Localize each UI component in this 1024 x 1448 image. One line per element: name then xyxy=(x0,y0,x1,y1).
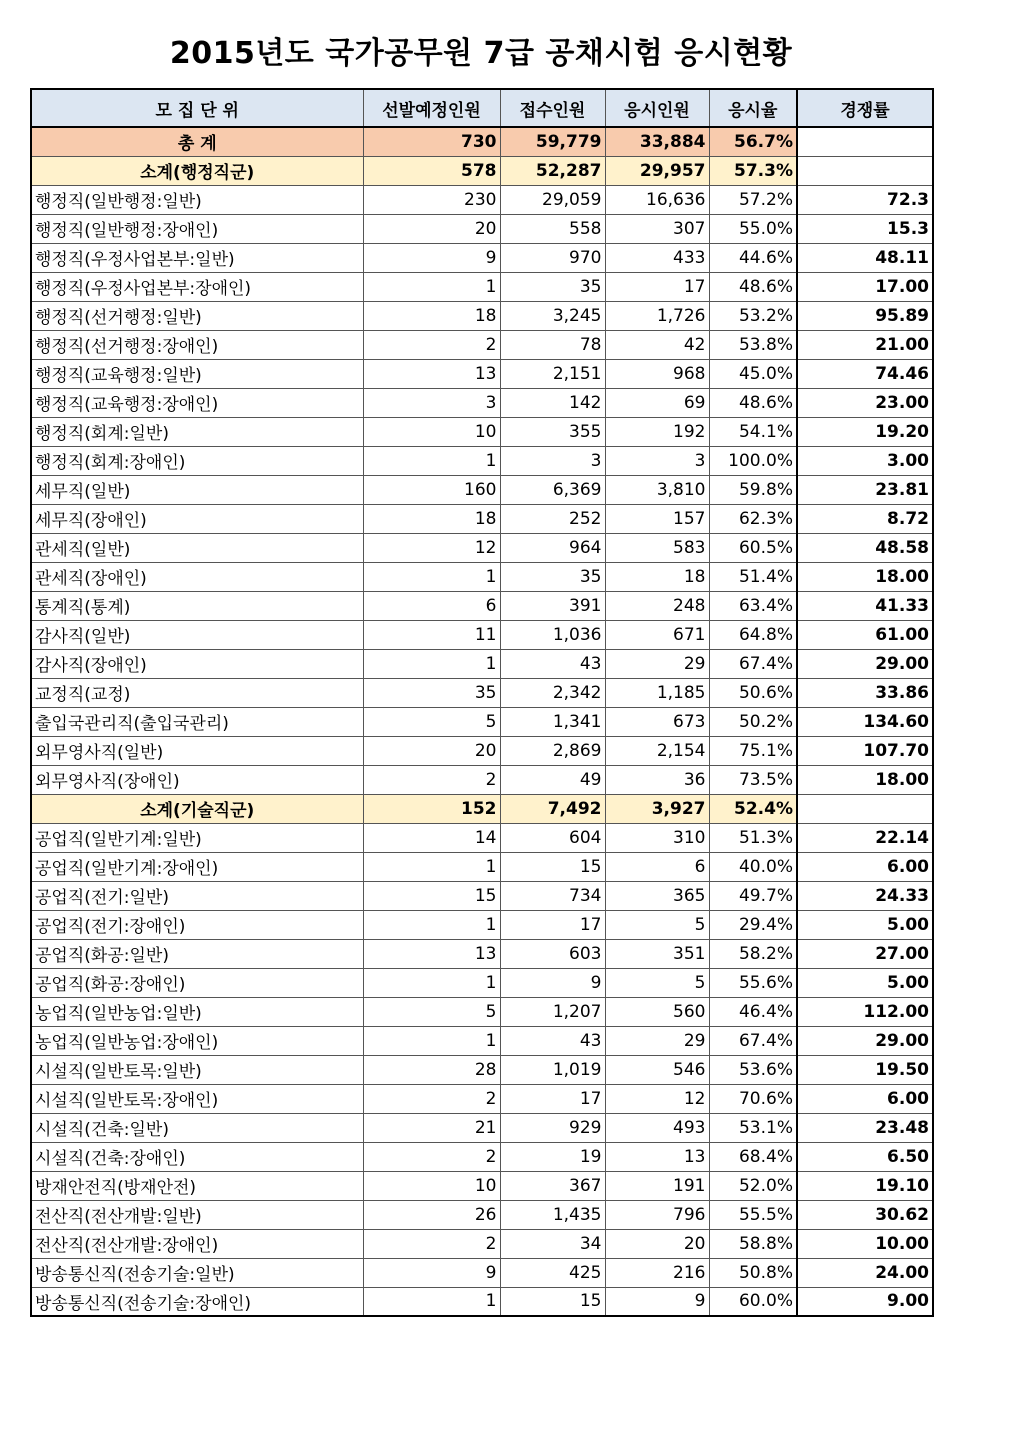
cell-applied: 3,245 xyxy=(500,301,605,330)
cell-applied: 34 xyxy=(500,1229,605,1258)
cell-quota: 2 xyxy=(363,1142,500,1171)
cell-applied: 49 xyxy=(500,765,605,794)
cell-rate: 67.4% xyxy=(709,649,797,678)
cell-quota: 1 xyxy=(363,910,500,939)
cell-quota: 1 xyxy=(363,968,500,997)
cell-competition: 27.00 xyxy=(797,939,933,968)
cell-competition: 19.50 xyxy=(797,1055,933,1084)
cell-attended: 12 xyxy=(605,1084,709,1113)
cell-unit: 농업직(일반농업:장애인) xyxy=(31,1026,363,1055)
cell-attended: 3,810 xyxy=(605,475,709,504)
cell-quota: 3 xyxy=(363,388,500,417)
cell-applied: 43 xyxy=(500,649,605,678)
header-quota: 선발예정인원 xyxy=(363,89,500,127)
cell-rate: 52.4% xyxy=(709,794,797,823)
cell-competition: 6.00 xyxy=(797,1084,933,1113)
cell-competition: 3.00 xyxy=(797,446,933,475)
cell-applied: 6,369 xyxy=(500,475,605,504)
cell-competition: 23.81 xyxy=(797,475,933,504)
cell-rate: 70.6% xyxy=(709,1084,797,1113)
header-competition: 경쟁률 xyxy=(797,89,933,127)
cell-attended: 9 xyxy=(605,1287,709,1316)
cell-unit: 통계직(통계) xyxy=(31,591,363,620)
cell-competition: 61.00 xyxy=(797,620,933,649)
cell-rate: 50.2% xyxy=(709,707,797,736)
cell-attended: 307 xyxy=(605,214,709,243)
cell-applied: 17 xyxy=(500,1084,605,1113)
cell-competition: 8.72 xyxy=(797,504,933,533)
cell-competition: 6.50 xyxy=(797,1142,933,1171)
cell-rate: 44.6% xyxy=(709,243,797,272)
cell-competition: 10.00 xyxy=(797,1229,933,1258)
cell-quota: 1 xyxy=(363,852,500,881)
cell-unit: 외무영사직(일반) xyxy=(31,736,363,765)
cell-rate: 45.0% xyxy=(709,359,797,388)
cell-applied: 367 xyxy=(500,1171,605,1200)
cell-competition: 95.89 xyxy=(797,301,933,330)
cell-applied: 52,287 xyxy=(500,156,605,185)
cell-quota: 578 xyxy=(363,156,500,185)
cell-applied: 9 xyxy=(500,968,605,997)
table-row xyxy=(31,736,933,765)
table-row xyxy=(31,533,933,562)
cell-competition: 72.3 xyxy=(797,185,933,214)
cell-attended: 16,636 xyxy=(605,185,709,214)
cell-attended: 192 xyxy=(605,417,709,446)
cell-rate: 68.4% xyxy=(709,1142,797,1171)
cell-unit: 공업직(전기:일반) xyxy=(31,881,363,910)
cell-unit: 외무영사직(장애인) xyxy=(31,765,363,794)
cell-rate: 67.4% xyxy=(709,1026,797,1055)
cell-rate: 60.0% xyxy=(709,1287,797,1316)
cell-unit: 농업직(일반농업:일반) xyxy=(31,997,363,1026)
cell-competition: 19.20 xyxy=(797,417,933,446)
table-row xyxy=(31,649,933,678)
table-row xyxy=(31,591,933,620)
table-row xyxy=(31,852,933,881)
cell-quota: 1 xyxy=(363,272,500,301)
cell-attended: 671 xyxy=(605,620,709,649)
cell-attended: 433 xyxy=(605,243,709,272)
cell-quota: 5 xyxy=(363,997,500,1026)
cell-unit: 전산직(전산개발:장애인) xyxy=(31,1229,363,1258)
cell-unit: 시설직(건축:일반) xyxy=(31,1113,363,1142)
cell-unit: 행정직(우정사업본부:일반) xyxy=(31,243,363,272)
cell-rate: 55.5% xyxy=(709,1200,797,1229)
cell-quota: 35 xyxy=(363,678,500,707)
cell-quota: 21 xyxy=(363,1113,500,1142)
table-row xyxy=(31,939,933,968)
table-row xyxy=(31,388,933,417)
cell-quota: 1 xyxy=(363,1287,500,1316)
cell-competition: 24.00 xyxy=(797,1258,933,1287)
cell-attended: 546 xyxy=(605,1055,709,1084)
cell-competition: 9.00 xyxy=(797,1287,933,1316)
cell-applied: 1,341 xyxy=(500,707,605,736)
cell-unit: 행정직(교육행정:일반) xyxy=(31,359,363,388)
cell-attended: 29 xyxy=(605,1026,709,1055)
cell-quota: 1 xyxy=(363,562,500,591)
cell-unit: 행정직(선거행정:장애인) xyxy=(31,330,363,359)
cell-applied: 78 xyxy=(500,330,605,359)
cell-quota: 2 xyxy=(363,330,500,359)
header-applied: 접수인원 xyxy=(500,89,605,127)
header-rate: 응시율 xyxy=(709,89,797,127)
cell-unit: 방재안전직(방재안전) xyxy=(31,1171,363,1200)
cell-rate: 56.7% xyxy=(709,127,797,156)
cell-rate: 75.1% xyxy=(709,736,797,765)
cell-attended: 69 xyxy=(605,388,709,417)
cell-quota: 152 xyxy=(363,794,500,823)
table-row xyxy=(31,678,933,707)
cell-attended: 310 xyxy=(605,823,709,852)
cell-unit: 방송통신직(전송기술:일반) xyxy=(31,1258,363,1287)
cell-attended: 3 xyxy=(605,446,709,475)
cell-attended: 351 xyxy=(605,939,709,968)
cell-unit: 감사직(일반) xyxy=(31,620,363,649)
cell-unit: 관세직(일반) xyxy=(31,533,363,562)
cell-quota: 10 xyxy=(363,417,500,446)
cell-applied: 29,059 xyxy=(500,185,605,214)
page-title: 2015년도 국가공무원 7급 공채시험 응시현황 xyxy=(169,36,793,71)
cell-attended: 493 xyxy=(605,1113,709,1142)
cell-rate: 53.2% xyxy=(709,301,797,330)
cell-attended: 157 xyxy=(605,504,709,533)
cell-competition: 30.62 xyxy=(797,1200,933,1229)
table-row xyxy=(31,562,933,591)
cell-competition xyxy=(797,127,933,156)
cell-quota: 730 xyxy=(363,127,500,156)
cell-attended: 560 xyxy=(605,997,709,1026)
cell-unit: 공업직(화공:일반) xyxy=(31,939,363,968)
cell-attended: 216 xyxy=(605,1258,709,1287)
cell-rate: 62.3% xyxy=(709,504,797,533)
cell-quota: 2 xyxy=(363,1229,500,1258)
cell-attended: 365 xyxy=(605,881,709,910)
cell-unit: 시설직(일반토목:일반) xyxy=(31,1055,363,1084)
cell-competition: 5.00 xyxy=(797,968,933,997)
cell-attended: 796 xyxy=(605,1200,709,1229)
cell-unit: 시설직(건축:장애인) xyxy=(31,1142,363,1171)
cell-unit: 공업직(전기:장애인) xyxy=(31,910,363,939)
cell-unit: 감사직(장애인) xyxy=(31,649,363,678)
cell-unit: 행정직(선거행정:일반) xyxy=(31,301,363,330)
table-row xyxy=(31,1229,933,1258)
cell-rate: 63.4% xyxy=(709,591,797,620)
table-row xyxy=(31,910,933,939)
cell-rate: 57.2% xyxy=(709,185,797,214)
cell-quota: 1 xyxy=(363,649,500,678)
cell-competition: 22.14 xyxy=(797,823,933,852)
cell-rate: 73.5% xyxy=(709,765,797,794)
table-row xyxy=(31,446,933,475)
cell-quota: 1 xyxy=(363,1026,500,1055)
cell-competition: 24.33 xyxy=(797,881,933,910)
table-row xyxy=(31,1142,933,1171)
table-row xyxy=(31,1084,933,1113)
table-row xyxy=(31,185,933,214)
table-row xyxy=(31,707,933,736)
cell-quota: 9 xyxy=(363,1258,500,1287)
cell-unit: 출입국관리직(출입국관리) xyxy=(31,707,363,736)
cell-competition: 107.70 xyxy=(797,736,933,765)
cell-applied: 734 xyxy=(500,881,605,910)
cell-competition xyxy=(797,794,933,823)
cell-attended: 5 xyxy=(605,968,709,997)
cell-applied: 35 xyxy=(500,272,605,301)
cell-applied: 558 xyxy=(500,214,605,243)
cell-rate: 46.4% xyxy=(709,997,797,1026)
cell-applied: 15 xyxy=(500,852,605,881)
cell-competition: 18.00 xyxy=(797,765,933,794)
table-row xyxy=(31,1287,933,1316)
cell-competition: 5.00 xyxy=(797,910,933,939)
table-row xyxy=(31,359,933,388)
cell-competition: 48.11 xyxy=(797,243,933,272)
cell-rate: 40.0% xyxy=(709,852,797,881)
cell-unit: 행정직(일반행정:일반) xyxy=(31,185,363,214)
cell-applied: 603 xyxy=(500,939,605,968)
cell-rate: 58.2% xyxy=(709,939,797,968)
cell-applied: 252 xyxy=(500,504,605,533)
cell-unit: 방송통신직(전송기술:장애인) xyxy=(31,1287,363,1316)
cell-competition: 23.48 xyxy=(797,1113,933,1142)
cell-unit: 공업직(일반기계:일반) xyxy=(31,823,363,852)
cell-unit: 세무직(장애인) xyxy=(31,504,363,533)
cell-attended: 968 xyxy=(605,359,709,388)
cell-rate: 54.1% xyxy=(709,417,797,446)
cell-unit: 행정직(우정사업본부:장애인) xyxy=(31,272,363,301)
cell-applied: 2,151 xyxy=(500,359,605,388)
cell-attended: 20 xyxy=(605,1229,709,1258)
cell-rate: 58.8% xyxy=(709,1229,797,1258)
cell-applied: 35 xyxy=(500,562,605,591)
table-row xyxy=(31,243,933,272)
header-attended: 응시인원 xyxy=(605,89,709,127)
cell-rate: 55.0% xyxy=(709,214,797,243)
cell-rate: 49.7% xyxy=(709,881,797,910)
cell-quota: 5 xyxy=(363,707,500,736)
cell-competition xyxy=(797,156,933,185)
cell-competition: 48.58 xyxy=(797,533,933,562)
cell-quota: 230 xyxy=(363,185,500,214)
table-row xyxy=(31,475,933,504)
cell-applied: 970 xyxy=(500,243,605,272)
cell-rate: 55.6% xyxy=(709,968,797,997)
cell-competition: 15.3 xyxy=(797,214,933,243)
cell-applied: 59,779 xyxy=(500,127,605,156)
cell-applied: 7,492 xyxy=(500,794,605,823)
cell-attended: 1,185 xyxy=(605,678,709,707)
table-row xyxy=(31,1055,933,1084)
cell-rate: 60.5% xyxy=(709,533,797,562)
cell-quota: 10 xyxy=(363,1171,500,1200)
cell-unit: 행정직(교육행정:장애인) xyxy=(31,388,363,417)
cell-competition: 29.00 xyxy=(797,649,933,678)
cell-unit: 소계(기술직군) xyxy=(31,794,363,823)
exam-stats-table xyxy=(30,88,934,1317)
cell-rate: 50.6% xyxy=(709,678,797,707)
cell-quota: 13 xyxy=(363,939,500,968)
table-row xyxy=(31,417,933,446)
cell-rate: 52.0% xyxy=(709,1171,797,1200)
cell-competition: 23.00 xyxy=(797,388,933,417)
table-row xyxy=(31,765,933,794)
cell-applied: 2,342 xyxy=(500,678,605,707)
cell-quota: 28 xyxy=(363,1055,500,1084)
table-row xyxy=(31,272,933,301)
cell-unit: 행정직(회계:장애인) xyxy=(31,446,363,475)
table-body xyxy=(31,127,933,1316)
cell-quota: 15 xyxy=(363,881,500,910)
cell-rate: 53.1% xyxy=(709,1113,797,1142)
cell-rate: 51.3% xyxy=(709,823,797,852)
cell-applied: 15 xyxy=(500,1287,605,1316)
cell-rate: 48.6% xyxy=(709,388,797,417)
cell-competition: 19.10 xyxy=(797,1171,933,1200)
cell-rate: 53.8% xyxy=(709,330,797,359)
cell-attended: 13 xyxy=(605,1142,709,1171)
cell-applied: 355 xyxy=(500,417,605,446)
cell-applied: 17 xyxy=(500,910,605,939)
cell-quota: 2 xyxy=(363,765,500,794)
cell-applied: 1,207 xyxy=(500,997,605,1026)
cell-applied: 19 xyxy=(500,1142,605,1171)
cell-attended: 583 xyxy=(605,533,709,562)
cell-attended: 36 xyxy=(605,765,709,794)
table-row xyxy=(31,968,933,997)
subtotal-row xyxy=(31,794,933,823)
cell-unit: 시설직(일반토목:장애인) xyxy=(31,1084,363,1113)
cell-rate: 29.4% xyxy=(709,910,797,939)
cell-applied: 425 xyxy=(500,1258,605,1287)
header-unit: 모 집 단 위 xyxy=(31,89,363,127)
cell-applied: 1,036 xyxy=(500,620,605,649)
cell-competition: 33.86 xyxy=(797,678,933,707)
cell-attended: 248 xyxy=(605,591,709,620)
cell-attended: 3,927 xyxy=(605,794,709,823)
cell-unit: 교정직(교정) xyxy=(31,678,363,707)
cell-quota: 13 xyxy=(363,359,500,388)
cell-attended: 673 xyxy=(605,707,709,736)
table-row xyxy=(31,214,933,243)
cell-quota: 26 xyxy=(363,1200,500,1229)
cell-applied: 1,435 xyxy=(500,1200,605,1229)
cell-unit: 행정직(회계:일반) xyxy=(31,417,363,446)
cell-unit: 전산직(전산개발:일반) xyxy=(31,1200,363,1229)
cell-quota: 18 xyxy=(363,504,500,533)
cell-rate: 59.8% xyxy=(709,475,797,504)
table-row xyxy=(31,1113,933,1142)
cell-quota: 160 xyxy=(363,475,500,504)
cell-applied: 929 xyxy=(500,1113,605,1142)
cell-rate: 64.8% xyxy=(709,620,797,649)
cell-unit: 공업직(화공:장애인) xyxy=(31,968,363,997)
cell-competition: 17.00 xyxy=(797,272,933,301)
cell-competition: 112.00 xyxy=(797,997,933,1026)
subtotal-row xyxy=(31,156,933,185)
table-row xyxy=(31,330,933,359)
cell-unit: 총 계 xyxy=(31,127,363,156)
cell-attended: 2,154 xyxy=(605,736,709,765)
total-row xyxy=(31,127,933,156)
table-row xyxy=(31,823,933,852)
table-row xyxy=(31,301,933,330)
cell-quota: 6 xyxy=(363,591,500,620)
cell-competition: 6.00 xyxy=(797,852,933,881)
table-row xyxy=(31,504,933,533)
cell-applied: 142 xyxy=(500,388,605,417)
cell-quota: 14 xyxy=(363,823,500,852)
cell-competition: 21.00 xyxy=(797,330,933,359)
cell-competition: 41.33 xyxy=(797,591,933,620)
cell-rate: 51.4% xyxy=(709,562,797,591)
cell-quota: 20 xyxy=(363,736,500,765)
cell-competition: 18.00 xyxy=(797,562,933,591)
table-row xyxy=(31,1258,933,1287)
cell-quota: 11 xyxy=(363,620,500,649)
cell-attended: 29 xyxy=(605,649,709,678)
cell-rate: 53.6% xyxy=(709,1055,797,1084)
table-row xyxy=(31,1171,933,1200)
cell-quota: 20 xyxy=(363,214,500,243)
cell-rate: 50.8% xyxy=(709,1258,797,1287)
cell-quota: 2 xyxy=(363,1084,500,1113)
cell-attended: 6 xyxy=(605,852,709,881)
cell-applied: 391 xyxy=(500,591,605,620)
cell-unit: 세무직(일반) xyxy=(31,475,363,504)
cell-competition: 74.46 xyxy=(797,359,933,388)
cell-applied: 604 xyxy=(500,823,605,852)
table-row xyxy=(31,997,933,1026)
cell-applied: 3 xyxy=(500,446,605,475)
cell-attended: 1,726 xyxy=(605,301,709,330)
cell-quota: 12 xyxy=(363,533,500,562)
cell-unit: 소계(행정직군) xyxy=(31,156,363,185)
cell-attended: 29,957 xyxy=(605,156,709,185)
cell-competition: 134.60 xyxy=(797,707,933,736)
cell-rate: 100.0% xyxy=(709,446,797,475)
cell-unit: 관세직(장애인) xyxy=(31,562,363,591)
table-row xyxy=(31,881,933,910)
cell-attended: 17 xyxy=(605,272,709,301)
table-row xyxy=(31,620,933,649)
cell-quota: 9 xyxy=(363,243,500,272)
cell-quota: 18 xyxy=(363,301,500,330)
table-row xyxy=(31,1200,933,1229)
cell-applied: 2,869 xyxy=(500,736,605,765)
cell-rate: 57.3% xyxy=(709,156,797,185)
cell-unit: 공업직(일반기계:장애인) xyxy=(31,852,363,881)
table-header-row xyxy=(31,89,933,127)
cell-attended: 5 xyxy=(605,910,709,939)
cell-attended: 33,884 xyxy=(605,127,709,156)
cell-applied: 1,019 xyxy=(500,1055,605,1084)
cell-rate: 48.6% xyxy=(709,272,797,301)
cell-quota: 1 xyxy=(363,446,500,475)
cell-applied: 964 xyxy=(500,533,605,562)
cell-attended: 18 xyxy=(605,562,709,591)
cell-unit: 행정직(일반행정:장애인) xyxy=(31,214,363,243)
table-row xyxy=(31,1026,933,1055)
cell-competition: 29.00 xyxy=(797,1026,933,1055)
cell-attended: 42 xyxy=(605,330,709,359)
cell-attended: 191 xyxy=(605,1171,709,1200)
cell-applied: 43 xyxy=(500,1026,605,1055)
